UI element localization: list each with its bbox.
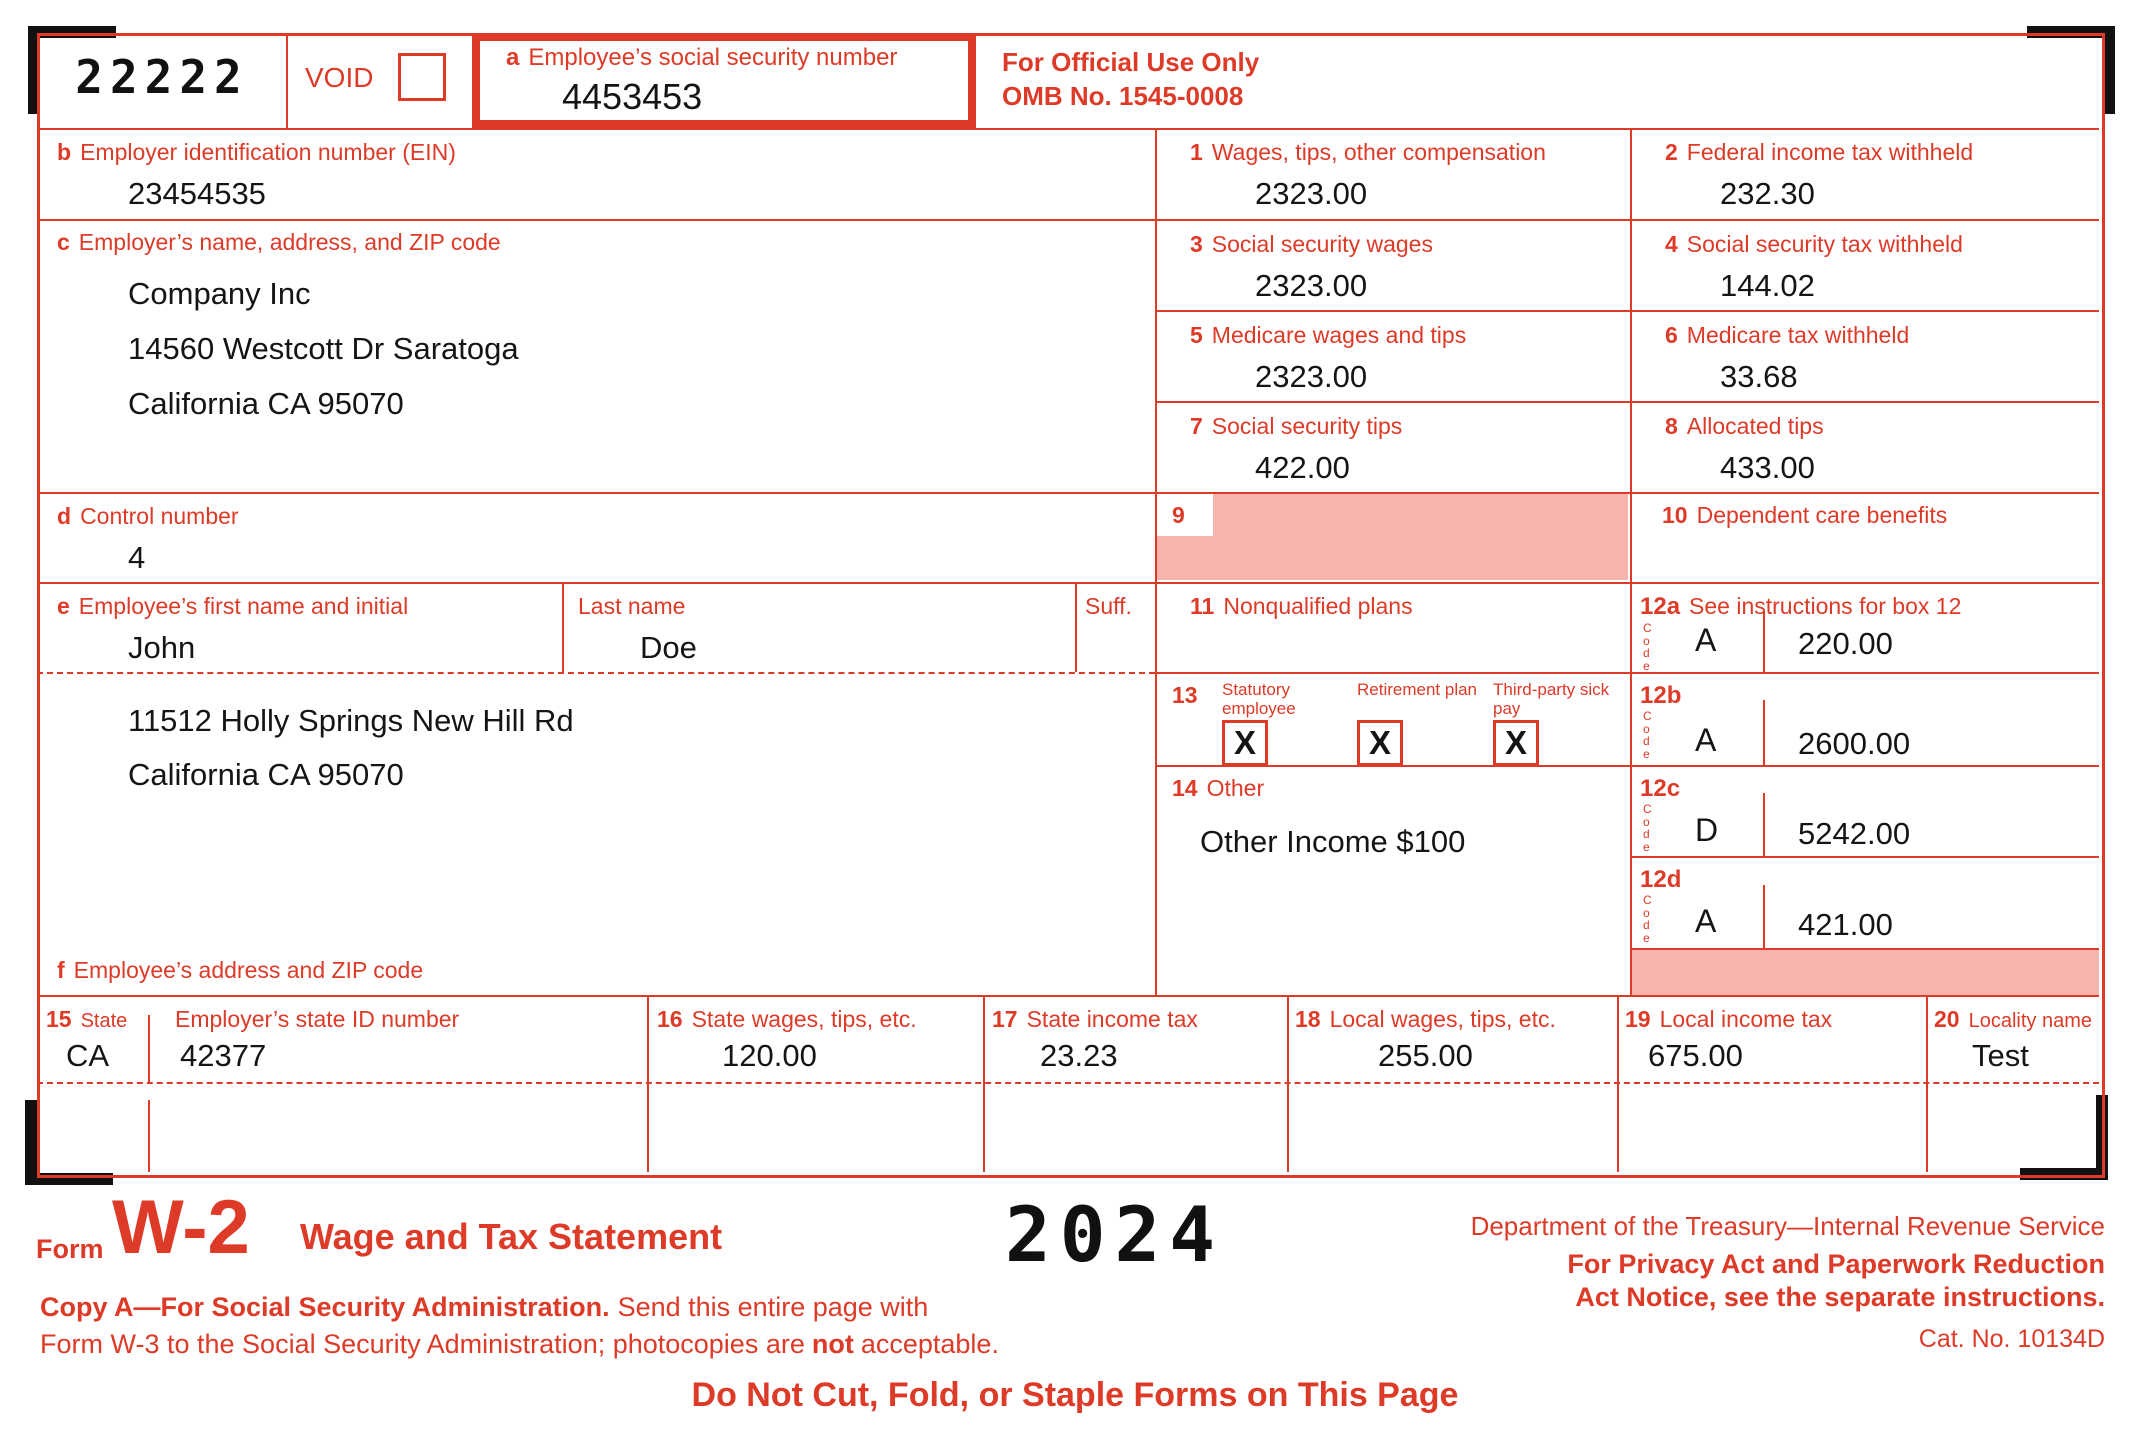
box-a-value[interactable]: 4453453 — [562, 76, 703, 117]
box15-value[interactable]: CA — [66, 1038, 110, 1073]
box-d-label: d Control number — [57, 503, 239, 529]
box12a-value[interactable]: 220.00 — [1798, 626, 1893, 661]
retirement-plan-checkbox[interactable]: X — [1357, 720, 1403, 766]
box10-label: 10 Dependent care benefits — [1662, 502, 1948, 528]
box12d-code-word: Code — [1643, 893, 1652, 945]
box12c-label: 12c — [1640, 775, 1681, 802]
box20-value[interactable]: Test — [1972, 1038, 2029, 1073]
box12a-code-word: Code — [1643, 621, 1652, 673]
catalog-number: Cat. No. 10134D — [1918, 1325, 2105, 1353]
line-12c-code-divider — [1763, 793, 1765, 856]
box-d-value[interactable]: 4 — [128, 540, 146, 575]
box-c-label: c Employer’s name, address, and ZIP code — [57, 229, 501, 255]
employee-city[interactable]: California CA 95070 — [128, 757, 404, 792]
box-e-label: e Employee’s first name and initial — [57, 593, 409, 619]
line-row3-bottom — [1155, 310, 2099, 312]
line-row-a-bottom — [37, 128, 2099, 130]
line-col18-left — [1287, 995, 1289, 1172]
line-col17-left — [983, 995, 985, 1172]
box12b-value[interactable]: 2600.00 — [1798, 726, 1911, 761]
form-control-code: 22222 — [75, 50, 249, 104]
line-mid-column — [1155, 128, 1157, 995]
line-col16-left — [647, 995, 649, 1172]
line-12c-bottom — [1630, 856, 2099, 858]
box-b-label: b Employer identification number (EIN) — [57, 139, 456, 165]
box20-label: 20 Locality name — [1934, 1006, 2092, 1032]
privacy-act-line2: Act Notice, see the separate instructions. — [1575, 1282, 2105, 1312]
do-not-cut-notice: Do Not Cut, Fold, or Staple Forms on This Page — [691, 1376, 1459, 1414]
box2-value[interactable]: 232.30 — [1720, 176, 1815, 211]
box12a-code[interactable]: A — [1695, 622, 1717, 658]
copy-a-line: Copy A—For Social Security Administration. Send this entire page with — [40, 1292, 929, 1322]
box3-label: 3 Social security wages — [1190, 231, 1433, 257]
box12d-code[interactable]: A — [1695, 903, 1717, 939]
box19-label: 19 Local income tax — [1625, 1006, 1833, 1032]
box18-value[interactable]: 255.00 — [1378, 1038, 1473, 1073]
line-state-divider-2 — [148, 1100, 150, 1172]
box7-label: 7 Social security tips — [1190, 413, 1403, 439]
box7-value[interactable]: 422.00 — [1255, 450, 1350, 485]
official-use-line1: For Official Use Only — [1002, 47, 1260, 77]
box5-label: 5 Medicare wages and tips — [1190, 322, 1467, 348]
last-name-value[interactable]: Doe — [640, 630, 697, 665]
box12c-code[interactable]: D — [1695, 812, 1719, 848]
box16-label: 16 State wages, tips, etc. — [657, 1006, 917, 1032]
box12d-value[interactable]: 421.00 — [1798, 907, 1893, 942]
statutory-employee-checkbox[interactable]: X — [1222, 720, 1268, 766]
box6-value[interactable]: 33.68 — [1720, 359, 1798, 394]
line-right-column — [1630, 128, 1632, 995]
box16-value[interactable]: 120.00 — [722, 1038, 817, 1073]
line-suffix-left — [1075, 582, 1077, 672]
official-use-line2: OMB No. 1545-0008 — [1002, 81, 1244, 111]
box12d-label: 12d — [1640, 866, 1682, 893]
box-b-value[interactable]: 23454535 — [128, 176, 266, 211]
form-title: Wage and Tax Statement — [300, 1216, 723, 1257]
third-party-sick-pay-label: Third-party sick pay — [1493, 680, 1610, 718]
box6-label: 6 Medicare tax withheld — [1665, 322, 1910, 348]
box18-label: 18 Local wages, tips, etc. — [1295, 1006, 1556, 1032]
employer-name[interactable]: Company Inc — [128, 276, 311, 311]
box12a-label: 12a See instructions for box 12 — [1640, 593, 1962, 620]
box8-value[interactable]: 433.00 — [1720, 450, 1815, 485]
line-row1-bottom — [37, 219, 2099, 221]
line-12b-code-divider — [1763, 700, 1765, 765]
tax-year: 2024 — [1005, 1190, 1225, 1279]
box-f-label: f Employee’s address and ZIP code — [57, 957, 424, 983]
box9-label-notch — [1157, 494, 1213, 536]
copy-a-line2: Form W-3 to the Social Security Administration; photocopies are not acceptable. — [40, 1329, 999, 1359]
box14-label: 14 Other — [1172, 775, 1265, 801]
third-party-sick-pay-checkbox[interactable]: X — [1493, 720, 1539, 766]
box1-label: 1 Wages, tips, other compensation — [1190, 139, 1546, 165]
line-name-dashed — [37, 672, 1155, 674]
box19-value[interactable]: 675.00 — [1648, 1038, 1743, 1073]
form-word: Form — [36, 1234, 104, 1264]
line-col19-left — [1617, 995, 1619, 1172]
first-name-value[interactable]: John — [128, 630, 196, 665]
box1-value[interactable]: 2323.00 — [1255, 176, 1368, 211]
box12c-code-word: Code — [1643, 802, 1652, 854]
employee-street[interactable]: 11512 Holly Springs New Hill Rd — [128, 703, 574, 738]
box17-label: 17 State income tax — [992, 1006, 1198, 1032]
line-row5-bottom — [1155, 401, 2099, 403]
box14-value[interactable]: Other Income $100 — [1200, 824, 1466, 859]
box5-value[interactable]: 2323.00 — [1255, 359, 1368, 394]
state-ein-value[interactable]: 42377 — [180, 1038, 267, 1073]
void-label: VOID — [305, 62, 374, 93]
form-number: W-2 — [112, 1185, 250, 1270]
box12b-code-word: Code — [1643, 709, 1652, 761]
line-row15-dashed — [37, 1082, 2099, 1084]
line-12d-bottom — [1630, 948, 2099, 950]
line-row15-top — [37, 995, 2099, 997]
box12b-code[interactable]: A — [1695, 722, 1717, 758]
employer-street[interactable]: 14560 Westcott Dr Saratoga — [128, 331, 519, 366]
line-row7-bottom — [37, 492, 2099, 494]
retirement-plan-label: Retirement plan — [1357, 680, 1478, 699]
box12-bottom-shading — [1632, 950, 2099, 995]
line-row11-bottom — [1155, 672, 2099, 674]
treasury-dept-line: Department of the Treasury—Internal Revenue Service — [1470, 1211, 2105, 1241]
box17-value[interactable]: 23.23 — [1040, 1038, 1118, 1073]
line-state-divider — [148, 1015, 150, 1082]
line-row13-bottom — [1155, 765, 2099, 767]
box11-label: 11 Nonqualified plans — [1190, 593, 1413, 619]
suffix-label: Suff. — [1085, 593, 1132, 619]
box9-label: 9 — [1172, 502, 1185, 528]
box8-label: 8 Allocated tips — [1665, 413, 1824, 439]
line-col20-left — [1926, 995, 1928, 1172]
statutory-employee-label: Statutory employee — [1222, 680, 1296, 718]
line-12d-code-divider — [1763, 885, 1765, 948]
employer-city[interactable]: California CA 95070 — [128, 386, 404, 421]
void-checkbox[interactable] — [398, 53, 446, 101]
last-name-label: Last name — [578, 593, 686, 619]
state-ein-label: Employer’s state ID number — [175, 1006, 460, 1032]
box4-value[interactable]: 144.02 — [1720, 268, 1815, 303]
box15-label: 15 State — [46, 1006, 128, 1032]
corner-mark-bottom-left-v — [25, 1100, 37, 1185]
privacy-act-line1: For Privacy Act and Paperwork Reduction — [1567, 1249, 2105, 1279]
line-void-left — [286, 33, 288, 128]
box9-shading — [1157, 494, 1628, 580]
box12b-label: 12b — [1640, 682, 1682, 709]
box-a-label: a Employee’s social security number — [506, 44, 898, 71]
box13-label: 13 — [1172, 682, 1198, 708]
box3-value[interactable]: 2323.00 — [1255, 268, 1368, 303]
line-lastname-left — [562, 582, 564, 672]
box4-label: 4 Social security tax withheld — [1665, 231, 1963, 257]
line-row9-bottom — [37, 582, 2099, 584]
box12c-value[interactable]: 5242.00 — [1798, 816, 1911, 851]
box2-label: 2 Federal income tax withheld — [1665, 139, 1974, 165]
box-a-letter: a — [506, 44, 520, 71]
